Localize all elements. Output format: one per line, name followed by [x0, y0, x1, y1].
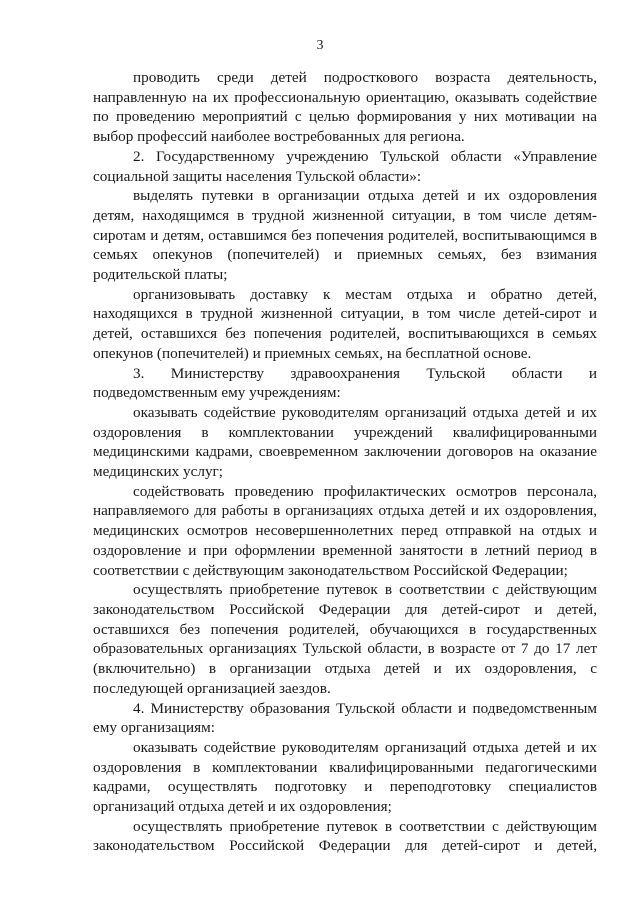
paragraph-career-guidance: проводить среди детей подросткового возраста деятельность, направленную на их профессиональную ориентацию, оказывать содействие по проведению мероприятий с целью формирования у них мотивации на выбор профессий наиболее востребованных для региона. [93, 69, 597, 146]
paragraph-item-4-education-ministry: 4. Министерству образования Тульской области и подведомственным ему организациям: [93, 699, 597, 737]
paragraph-vouchers-purchase-orphans: осуществлять приобретение путевок в соответствии с действующим законодательством Российской Федерации для детей-сирот и детей, оставшихся без попечения родителей, обучающихся в государственных образовательных организациях Тульской области, в возрасте от 7 до 17 лет (включительно) в организации отдыха детей и их оздоровления, с последующей организацией заездов. [93, 581, 597, 697]
paragraph-vouchers-purchase-continued: осуществлять приобретение путевок в соответствии с действующим законодательством Российской Федерации для детей-сирот и детей, [93, 817, 597, 855]
paragraph-item-2-social-protection: 2. Государственному учреждению Тульской области «Управление социальной защиты населения Тульской области»: [93, 147, 597, 185]
paragraph-medical-staffing: оказывать содействие руководителям организаций отдыха детей и их оздоровления в комплектовании учреждений квалифицированными медицинскими кадрами, своевременном заключении договоров на оказание медицинских услуг; [93, 403, 597, 481]
paragraph-transport-delivery: организовывать доставку к местам отдыха и обратно детей, находящихся в трудной жизненной ситуации, в том числе детей-сирот и детей, оставшихся без попечения родителей, воспитывающихся в семьях опекунов (попечителей) и приемных семьях, на бесплатной основе. [93, 285, 597, 362]
paragraph-medical-examinations: содействовать проведению профилактических осмотров персонала, направляемого для работы в организациях отдыха детей и их оздоровления, медицинских осмотров несовершеннолетних перед отправкой на отдых и оздоровление и при оформлении временной занятости в летний период в соответствии с действующим законодательством Российской Федерации; [93, 482, 597, 579]
paragraph-pedagogical-staffing: оказывать содействие руководителям организаций отдыха детей и их оздоровления в комплектовании квалифицированными педагогическими кадрами, осуществлять подготовку и переподготовку специалистов организаций отдыха детей и их оздоровления; [93, 738, 597, 816]
paragraph-item-3-healthcare-ministry: 3. Министерству здравоохранения Тульской области и подведомственным ему учреждениям: [93, 364, 597, 402]
page-number: 3 [316, 38, 324, 53]
paragraph-vouchers-allocation: выделять путевки в организации отдыха детей и их оздоровления детям, находящимся в трудной жизненной ситуации, в том числе детям-сиротам и детям, оставшимся без попечения родителей, воспитывающимся в семьях опекунов (попечителей) и приемных семьях, без взимания родительской платы; [93, 187, 597, 284]
document-body [93, 68, 597, 856]
